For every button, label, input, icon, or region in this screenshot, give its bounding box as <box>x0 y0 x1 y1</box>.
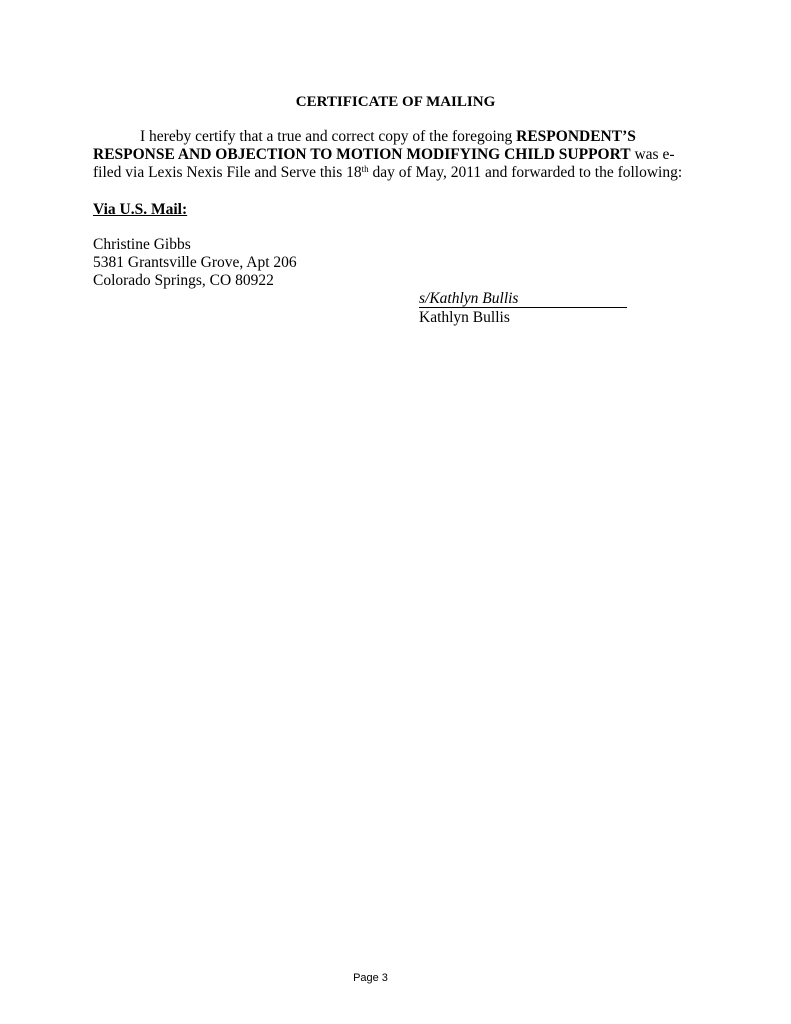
signer-name: Kathlyn Bullis <box>419 309 510 326</box>
page-number: Page 3 <box>353 972 388 984</box>
electronic-signature: s/Kathlyn Bullis <box>419 290 519 307</box>
certification-text-2: was e-filed via Lexis Nexis File and Serve this 18 <box>93 146 675 181</box>
recipient-name: Christine Gibbs <box>93 236 191 253</box>
recipient-address <box>93 236 297 290</box>
via-mail-heading: Via U.S. Mail: <box>93 201 188 218</box>
recipient-city-state-zip: Colorado Springs, CO 80922 <box>93 272 274 289</box>
signature-line <box>419 290 627 308</box>
certification-paragraph <box>93 128 698 182</box>
document-reference: RESPONDENT’S RESPONSE AND OBJECTION TO MOTION MODIFYING CHILD SUPPORT <box>93 128 636 163</box>
page-title: CERTIFICATE OF MAILING <box>295 94 496 110</box>
signature-block <box>419 290 627 327</box>
certification-text-1: I hereby certify that a true and correct copy of the foregoing <box>140 128 517 145</box>
certification-text-3: day of May, 2011 and forwarded to the following: <box>368 164 683 181</box>
ordinal-superscript: th <box>361 164 369 174</box>
recipient-street: 5381 Grantsville Grove, Apt 206 <box>93 254 297 271</box>
